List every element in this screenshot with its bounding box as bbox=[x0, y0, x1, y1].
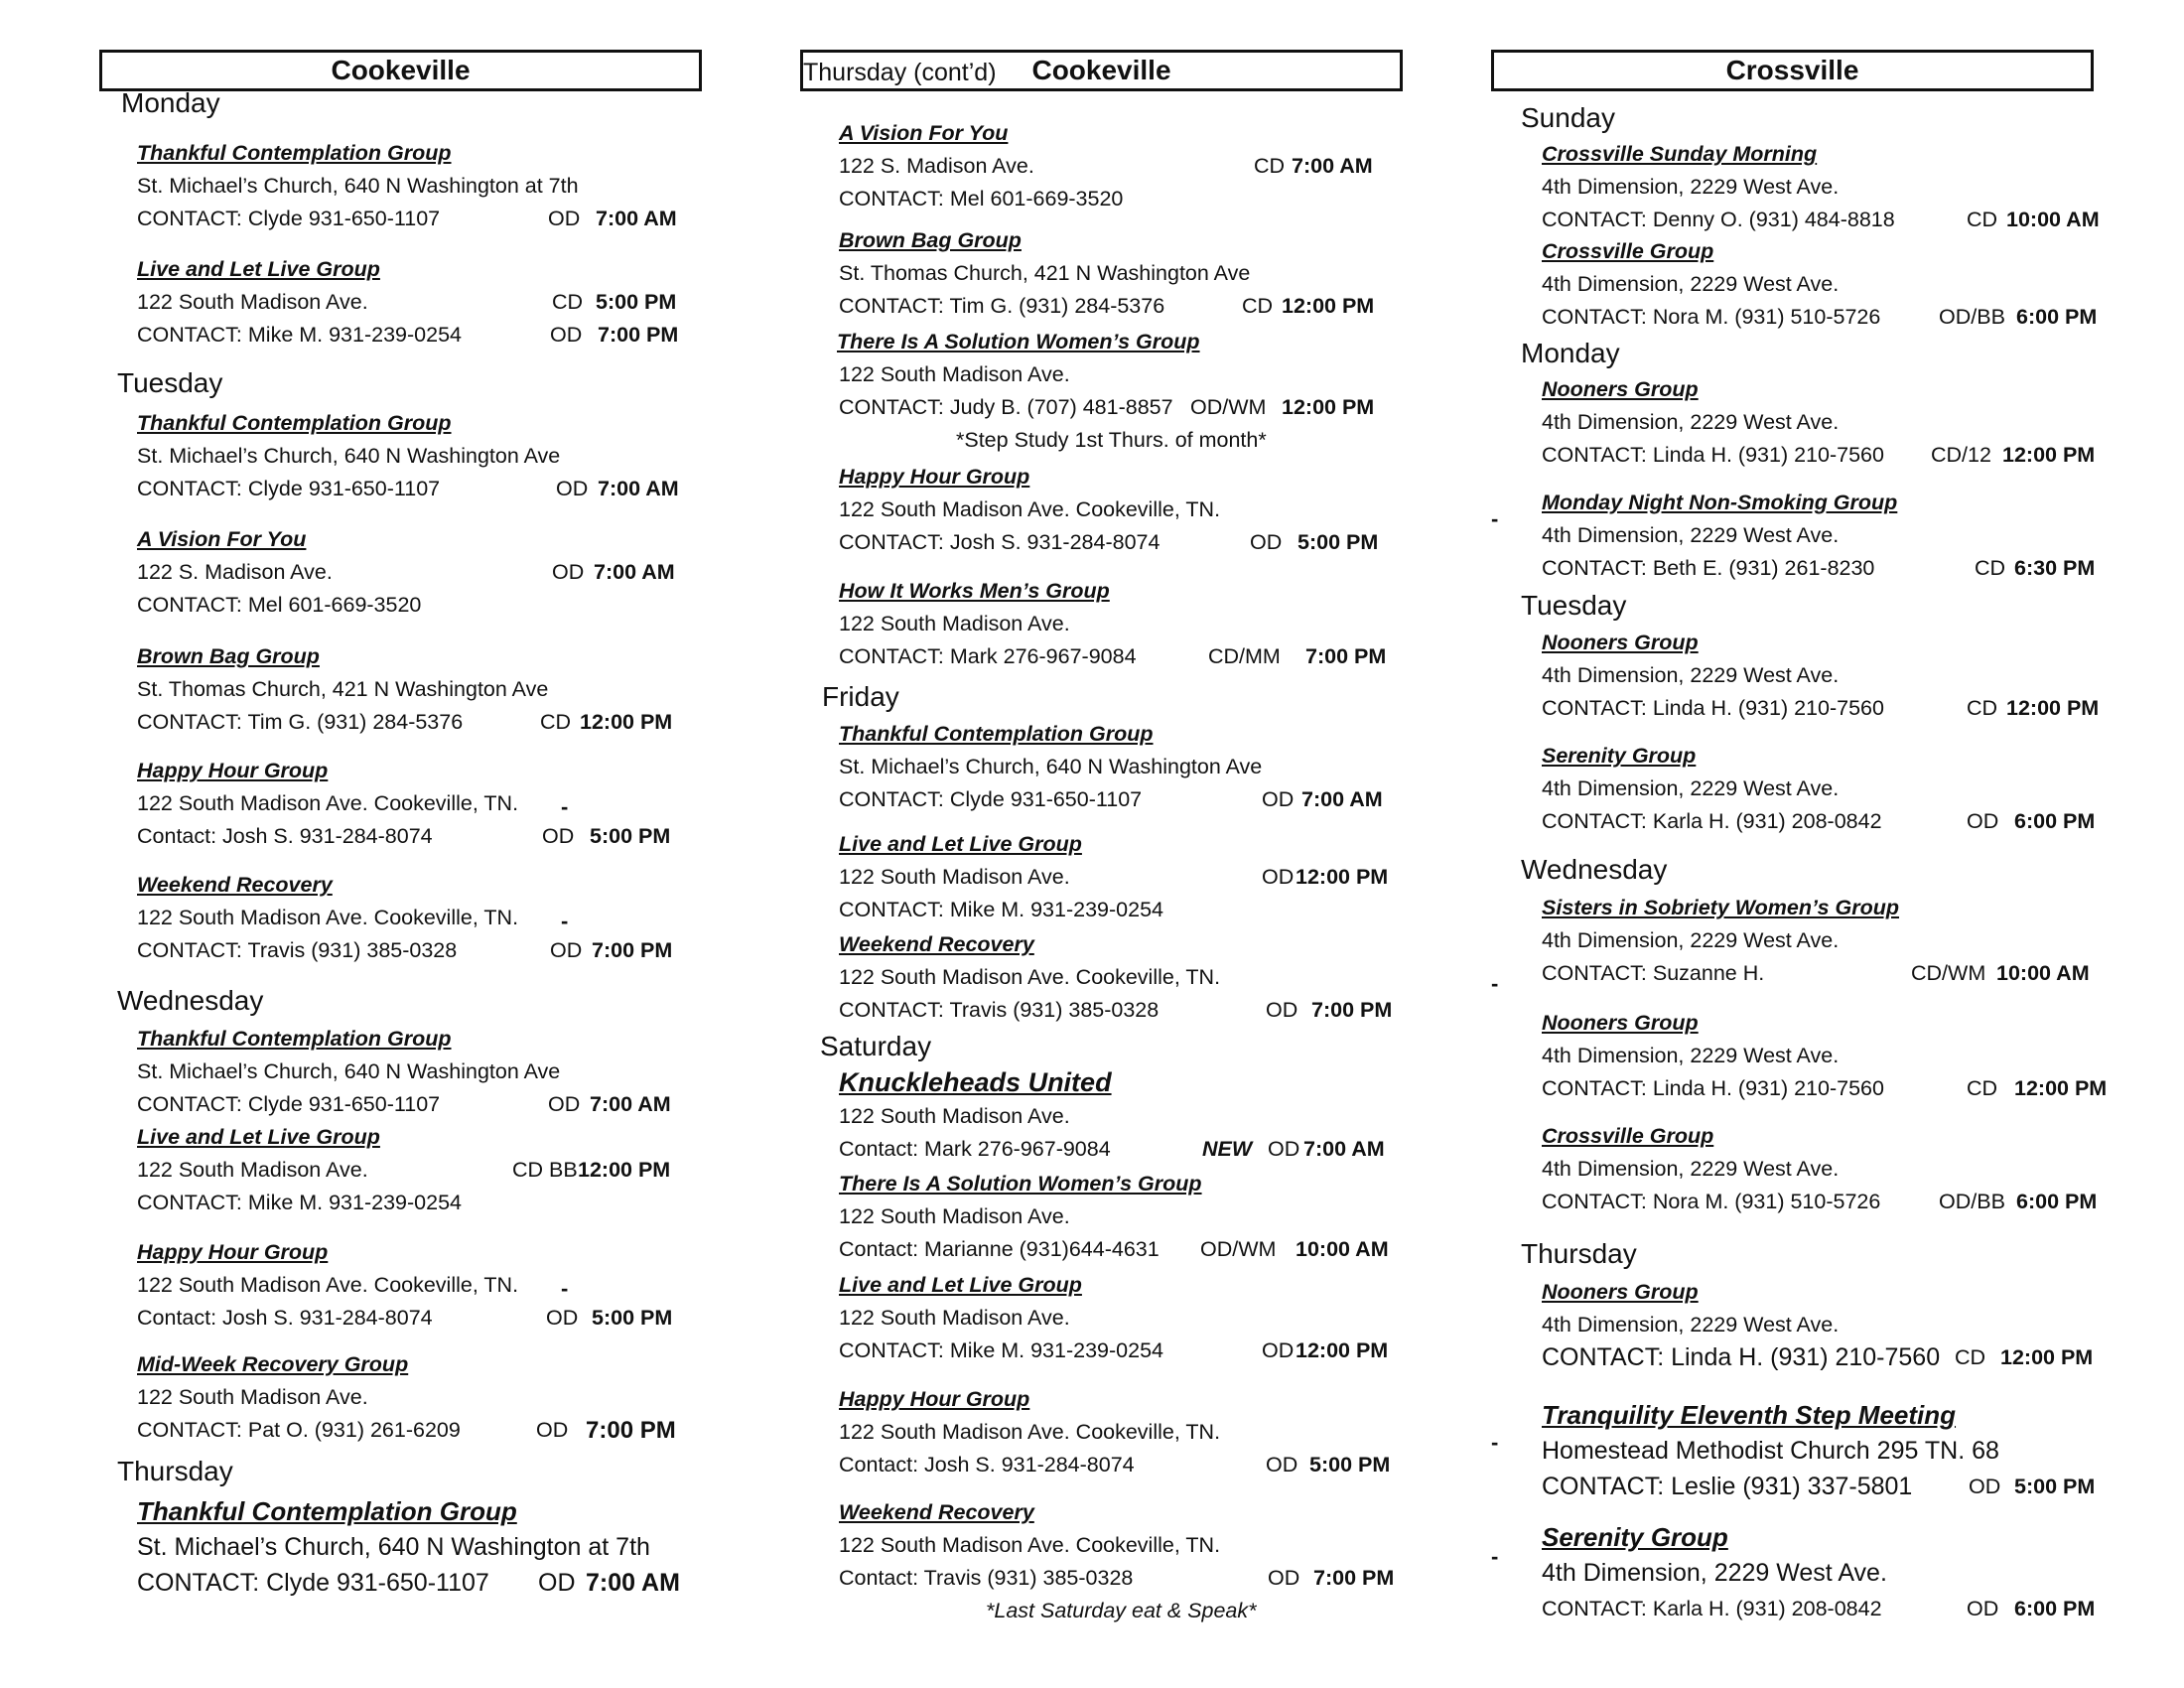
meeting-entry bbox=[1542, 627, 2108, 725]
meeting-entry bbox=[137, 523, 685, 622]
meeting-time: 5:00 PM bbox=[2014, 1475, 2096, 1498]
meeting-format: CD bbox=[540, 710, 572, 734]
meeting-contact: CONTACT: Clyde 931-650-1107 bbox=[137, 1092, 441, 1116]
meeting-format: OD bbox=[548, 1092, 581, 1116]
dash-mark: - bbox=[1491, 506, 1499, 531]
column-header-cookeville-cont bbox=[800, 50, 1403, 91]
meeting-time: 12:00 PM bbox=[1282, 294, 1375, 318]
meeting-contact: CONTACT: Linda H. (931) 210-7560 bbox=[1542, 1076, 1884, 1100]
meeting-time: 12:00 PM bbox=[1282, 395, 1375, 419]
meeting-name: Thankful Contemplation Group bbox=[137, 411, 452, 435]
meeting-entry bbox=[839, 1269, 1395, 1367]
meeting-contact: CONTACT: Clyde 931-650-1107 bbox=[137, 477, 441, 500]
meeting-format: OD bbox=[1266, 998, 1298, 1022]
meeting-entry bbox=[137, 869, 685, 967]
meeting-contact: CONTACT: Linda H. (931) 210-7560 bbox=[1542, 443, 1884, 467]
meeting-entry bbox=[1542, 138, 2108, 236]
meeting-address: St. Thomas Church, 421 N Washington Ave bbox=[839, 261, 1251, 285]
meeting-time: 7:00 AM bbox=[596, 207, 677, 230]
meeting-entry bbox=[137, 1023, 685, 1121]
meeting-name: Thankful Contemplation Group bbox=[137, 141, 452, 165]
meeting-contact: Contact: Josh S. 931-284-8074 bbox=[137, 824, 433, 848]
day-heading-wednesday: Wednesday bbox=[117, 985, 264, 1016]
meeting-contact: CONTACT: Clyde 931-650-1107 bbox=[137, 207, 441, 230]
dash-mark: - bbox=[561, 1276, 569, 1301]
meeting-time: 7:00 PM bbox=[592, 938, 673, 962]
meeting-address: St. Michael’s Church, 640 N Washington Ave bbox=[137, 1059, 561, 1083]
dash-mark: - bbox=[1491, 971, 1499, 996]
meeting-address: 4th Dimension, 2229 West Ave. bbox=[1542, 1313, 1840, 1336]
meeting-format: OD bbox=[1969, 1475, 2001, 1498]
meeting-address: 4th Dimension, 2229 West Ave. bbox=[1542, 523, 1840, 547]
meeting-format: CD bbox=[552, 290, 584, 314]
meeting-address: 4th Dimension, 2229 West Ave. bbox=[1542, 272, 1840, 296]
column-title: Crossville bbox=[1725, 55, 1859, 85]
meeting-address: St. Michael’s Church, 640 N Washington Ave bbox=[839, 755, 1263, 778]
meeting-address: 122 South Madison Ave. Cookeville, TN. bbox=[839, 497, 1221, 521]
meeting-format: OD bbox=[1262, 865, 1295, 889]
meeting-contact: CONTACT: Josh S. 931-284-8074 bbox=[839, 530, 1160, 554]
meeting-time: 6:00 PM bbox=[2016, 1190, 2098, 1213]
meeting-format: CD/MM bbox=[1208, 644, 1281, 668]
meeting-name: A Vision For You bbox=[137, 527, 307, 551]
meeting-format: CD bbox=[1242, 294, 1274, 318]
meeting-address: St. Michael’s Church, 640 N Washington at 7th bbox=[137, 1533, 650, 1561]
meeting-name: Crossville Sunday Morning bbox=[1542, 142, 1818, 166]
meeting-entry bbox=[137, 1493, 693, 1601]
meeting-name: Brown Bag Group bbox=[137, 644, 320, 668]
meeting-time: 5:00 PM bbox=[596, 290, 677, 314]
meeting-address: 122 South Madison Ave. Cookeville, TN. bbox=[839, 1533, 1221, 1557]
meeting-entry bbox=[839, 718, 1395, 816]
column-header-prefix: Thursday (cont’d) bbox=[803, 59, 997, 86]
meeting-time: 7:00 AM bbox=[594, 560, 675, 584]
meeting-format: CD bbox=[1967, 208, 1998, 231]
meeting-format: OD bbox=[546, 1306, 579, 1330]
meeting-note: *Step Study 1st Thurs. of month* bbox=[956, 428, 1267, 452]
meeting-name: Weekend Recovery bbox=[839, 932, 1034, 956]
meeting-contact: CONTACT: Mel 601-669-3520 bbox=[839, 187, 1124, 211]
meeting-time: 5:00 PM bbox=[1309, 1453, 1391, 1477]
meeting-time: 12:00 PM bbox=[578, 1158, 671, 1182]
meeting-format: CD BB bbox=[512, 1158, 578, 1182]
meeting-name: Nooners Group bbox=[1542, 631, 1699, 654]
meeting-entry bbox=[1542, 373, 2108, 472]
meeting-format: OD bbox=[538, 1569, 576, 1597]
meeting-address: 122 South Madison Ave. Cookeville, TN. bbox=[137, 1273, 519, 1297]
meeting-address: 4th Dimension, 2229 West Ave. bbox=[1542, 928, 1840, 952]
meeting-contact: Contact: Travis (931) 385-0328 bbox=[839, 1566, 1134, 1590]
meeting-format: OD bbox=[1262, 787, 1295, 811]
meeting-entry bbox=[1542, 1007, 2108, 1105]
meeting-time: 12:00 PM bbox=[1296, 865, 1389, 889]
meeting-name: Happy Hour Group bbox=[839, 465, 1030, 489]
meeting-contact: CONTACT: Denny O. (931) 484-8818 bbox=[1542, 208, 1895, 231]
meeting-name: Nooners Group bbox=[1542, 377, 1699, 401]
day-heading-tuesday: Tuesday bbox=[1521, 590, 1627, 621]
day-heading-thursday: Thursday bbox=[1521, 1238, 1637, 1269]
column-title: Cookeville bbox=[331, 55, 471, 85]
meeting-address: 122 South Madison Ave. Cookeville, TN. bbox=[137, 791, 519, 815]
meeting-entry bbox=[839, 461, 1395, 559]
meeting-contact: CONTACT: Nora M. (931) 510-5726 bbox=[1542, 305, 1881, 329]
day-heading-monday: Monday bbox=[1521, 338, 1620, 368]
meeting-address: 122 South Madison Ave. bbox=[839, 865, 1070, 889]
meeting-entry bbox=[839, 828, 1395, 926]
meeting-contact: Contact: Josh S. 931-284-8074 bbox=[839, 1453, 1135, 1477]
meeting-name: Mid-Week Recovery Group bbox=[137, 1352, 409, 1376]
meeting-format: CD/WM bbox=[1911, 961, 1986, 985]
meeting-address: 122 South Madison Ave. Cookeville, TN. bbox=[839, 1420, 1221, 1444]
day-heading-wednesday: Wednesday bbox=[1521, 854, 1668, 885]
meeting-entry bbox=[839, 224, 1395, 323]
meeting-time: 10:00 AM bbox=[2006, 208, 2100, 231]
meeting-name: Nooners Group bbox=[1542, 1280, 1699, 1304]
meeting-address: Homestead Methodist Church 295 TN. 68 bbox=[1542, 1437, 1999, 1465]
meeting-name: Live and Let Live Group bbox=[137, 1125, 380, 1149]
meeting-time: 7:00 PM bbox=[1305, 644, 1387, 668]
meeting-contact: CONTACT: Karla H. (931) 208-0842 bbox=[1542, 1597, 1882, 1620]
day-heading-sunday: Sunday bbox=[1521, 102, 1615, 133]
dash-mark: - bbox=[1491, 1430, 1499, 1455]
meeting-name: Monday Night Non-Smoking Group bbox=[1542, 491, 1898, 514]
meeting-name: Happy Hour Group bbox=[839, 1387, 1030, 1411]
meeting-name: Happy Hour Group bbox=[137, 1240, 329, 1264]
meeting-name: Happy Hour Group bbox=[137, 759, 329, 782]
meeting-format: OD bbox=[536, 1418, 569, 1442]
meeting-address: 122 South Madison Ave. bbox=[839, 362, 1070, 386]
meeting-time: 5:00 PM bbox=[1297, 530, 1379, 554]
meeting-time: 7:00 AM bbox=[1303, 1137, 1385, 1161]
meeting-name: Brown Bag Group bbox=[839, 228, 1022, 252]
meeting-name: There Is A Solution Women’s Group bbox=[837, 330, 1200, 353]
meeting-name: Weekend Recovery bbox=[839, 1500, 1034, 1524]
meeting-address: 4th Dimension, 2229 West Ave. bbox=[1542, 175, 1840, 199]
meeting-contact: CONTACT: Mike M. 931-239-0254 bbox=[137, 323, 462, 347]
meeting-name: Weekend Recovery bbox=[137, 873, 333, 897]
meeting-contact: Contact: Mark 276-967-9084 bbox=[839, 1137, 1111, 1161]
meeting-name: Serenity Group bbox=[1542, 1522, 1728, 1552]
meeting-time: 6:00 PM bbox=[2014, 809, 2096, 833]
meeting-time: 7:00 AM bbox=[586, 1569, 680, 1597]
meeting-contact: CONTACT: Leslie (931) 337-5801 bbox=[1542, 1473, 1913, 1500]
meeting-entry bbox=[839, 1383, 1395, 1481]
meeting-time: 7:00 PM bbox=[1313, 1566, 1395, 1590]
meeting-address: 122 S. Madison Ave. bbox=[839, 154, 1034, 178]
meeting-format: OD bbox=[1266, 1453, 1298, 1477]
meeting-time: 10:00 AM bbox=[1296, 1237, 1389, 1261]
meeting-address: 122 South Madison Ave. bbox=[839, 1306, 1070, 1330]
meeting-time: 6:00 PM bbox=[2014, 1597, 2096, 1620]
meeting-entry bbox=[137, 253, 685, 352]
meeting-name: Tranquility Eleventh Step Meeting bbox=[1542, 1400, 1957, 1430]
meeting-entry bbox=[1542, 892, 2108, 990]
meeting-contact: CONTACT: Tim G. (931) 284-5376 bbox=[137, 710, 464, 734]
meeting-name: Nooners Group bbox=[1542, 1011, 1699, 1035]
meeting-address: 4th Dimension, 2229 West Ave. bbox=[1542, 1157, 1840, 1181]
meeting-contact: CONTACT: Mike M. 931-239-0254 bbox=[839, 1338, 1163, 1362]
meeting-contact: Contact: Marianne (931)644-4631 bbox=[839, 1237, 1160, 1261]
meeting-contact: CONTACT: Judy B. (707) 481-8857 bbox=[839, 395, 1173, 419]
meeting-time: 7:00 AM bbox=[1301, 787, 1383, 811]
meeting-format: OD bbox=[548, 207, 581, 230]
meeting-time: 12:00 PM bbox=[2014, 1076, 2108, 1100]
meeting-address: 122 South Madison Ave. bbox=[839, 1204, 1070, 1228]
meeting-format: OD bbox=[556, 477, 589, 500]
meeting-name: Live and Let Live Group bbox=[839, 832, 1082, 856]
day-heading-tuesday: Tuesday bbox=[117, 367, 223, 398]
meeting-format: OD bbox=[550, 323, 583, 347]
meeting-format: OD bbox=[550, 938, 583, 962]
meeting-entry bbox=[137, 640, 685, 739]
meeting-contact: Contact: Josh S. 931-284-8074 bbox=[137, 1306, 433, 1330]
meeting-entry bbox=[837, 326, 1395, 457]
meeting-entry bbox=[839, 117, 1395, 215]
meeting-contact: CONTACT: Mel 601-669-3520 bbox=[137, 593, 422, 617]
meeting-address: 122 South Madison Ave. bbox=[137, 290, 368, 314]
meeting-address: 122 South Madison Ave. Cookeville, TN. bbox=[137, 906, 519, 929]
meeting-entry bbox=[1542, 1120, 2108, 1218]
meeting-entry bbox=[1542, 487, 2108, 585]
meeting-name: How It Works Men’s Group bbox=[839, 579, 1110, 603]
meeting-format: OD bbox=[1967, 1597, 1999, 1620]
column-header-cookeville bbox=[99, 50, 702, 91]
new-badge: NEW bbox=[1202, 1137, 1253, 1161]
dash-mark: - bbox=[561, 794, 569, 819]
meeting-time: 5:00 PM bbox=[590, 824, 671, 848]
meeting-name: Crossville Group bbox=[1542, 1124, 1714, 1148]
meeting-entry bbox=[839, 1496, 1395, 1627]
meeting-format: OD bbox=[1262, 1338, 1295, 1362]
meeting-contact: CONTACT: Suzanne H. bbox=[1542, 961, 1765, 985]
meeting-time: 12:00 PM bbox=[1296, 1338, 1389, 1362]
meeting-contact: CONTACT: Beth E. (931) 261-8230 bbox=[1542, 556, 1875, 580]
meeting-address: 4th Dimension, 2229 West Ave. bbox=[1542, 410, 1840, 434]
meeting-time: 7:00 PM bbox=[586, 1417, 676, 1444]
meeting-contact: CONTACT: Tim G. (931) 284-5376 bbox=[839, 294, 1165, 318]
meeting-name: Serenity Group bbox=[1542, 744, 1697, 768]
meeting-time: 12:00 PM bbox=[580, 710, 673, 734]
meeting-format: OD bbox=[542, 824, 575, 848]
meeting-name: Thankful Contemplation Group bbox=[839, 722, 1154, 746]
meeting-time: 7:00 AM bbox=[1292, 154, 1373, 178]
meeting-format: OD/BB bbox=[1939, 1190, 2005, 1213]
day-heading-monday: Monday bbox=[121, 87, 220, 118]
meeting-format: OD bbox=[1268, 1566, 1300, 1590]
meeting-address: 122 South Madison Ave. bbox=[137, 1385, 368, 1409]
column-header-crossville bbox=[1491, 50, 2094, 91]
meeting-address: 122 South Madison Ave. bbox=[137, 1158, 368, 1182]
meeting-address: 122 South Madison Ave. Cookeville, TN. bbox=[839, 965, 1221, 989]
meeting-address: St. Michael’s Church, 640 N Washington Ave bbox=[137, 444, 561, 468]
meeting-time: 7:00 AM bbox=[598, 477, 679, 500]
meeting-contact: CONTACT: Karla H. (931) 208-0842 bbox=[1542, 809, 1882, 833]
meeting-time: 12:00 PM bbox=[2000, 1345, 2094, 1369]
meeting-name: Sisters in Sobriety Women’s Group bbox=[1542, 896, 1900, 919]
meeting-contact: CONTACT: Linda H. (931) 210-7560 bbox=[1542, 1343, 1941, 1371]
meeting-name: Live and Let Live Group bbox=[839, 1273, 1082, 1297]
dash-mark: - bbox=[561, 909, 569, 933]
meeting-address: 122 S. Madison Ave. bbox=[137, 560, 333, 584]
meeting-contact: CONTACT: Mike M. 931-239-0254 bbox=[839, 898, 1163, 921]
meeting-name: Crossville Group bbox=[1542, 239, 1714, 263]
day-heading-thursday: Thursday bbox=[117, 1456, 233, 1486]
meeting-contact: CONTACT: Clyde 931-650-1107 bbox=[137, 1569, 489, 1597]
meeting-time: 6:30 PM bbox=[2014, 556, 2096, 580]
meeting-entry bbox=[839, 928, 1395, 1027]
meeting-address: 4th Dimension, 2229 West Ave. bbox=[1542, 1559, 1887, 1587]
meeting-contact: CONTACT: Mike M. 931-239-0254 bbox=[137, 1191, 462, 1214]
meeting-name: Live and Let Live Group bbox=[137, 257, 380, 281]
meeting-entry bbox=[137, 137, 685, 235]
meeting-name: A Vision For You bbox=[839, 121, 1009, 145]
meeting-format: OD bbox=[1250, 530, 1283, 554]
meeting-format: CD bbox=[1254, 154, 1286, 178]
meeting-format: OD/WM bbox=[1200, 1237, 1277, 1261]
meeting-name: Knuckleheads United bbox=[839, 1067, 1112, 1097]
meeting-time: 6:00 PM bbox=[2016, 305, 2098, 329]
meeting-address: 4th Dimension, 2229 West Ave. bbox=[1542, 663, 1840, 687]
column-title: Cookeville bbox=[1031, 55, 1171, 85]
meeting-entry bbox=[137, 755, 685, 853]
meeting-entry bbox=[1542, 1519, 2108, 1626]
meeting-format: CD bbox=[1967, 696, 1998, 720]
meeting-time: 7:00 PM bbox=[1311, 998, 1393, 1022]
day-heading-friday: Friday bbox=[822, 681, 899, 712]
meeting-entry bbox=[1542, 1397, 2108, 1504]
meeting-entry bbox=[839, 1168, 1395, 1266]
meeting-format: CD bbox=[1967, 1076, 1998, 1100]
meeting-contact: CONTACT: Clyde 931-650-1107 bbox=[839, 787, 1143, 811]
meeting-entry bbox=[137, 1236, 685, 1335]
meeting-address: 4th Dimension, 2229 West Ave. bbox=[1542, 776, 1840, 800]
meeting-entry bbox=[839, 575, 1395, 673]
meeting-contact: CONTACT: Nora M. (931) 510-5726 bbox=[1542, 1190, 1881, 1213]
meeting-time: 12:00 PM bbox=[2002, 443, 2096, 467]
meeting-entry bbox=[137, 1348, 685, 1447]
meeting-entry bbox=[1542, 235, 2108, 334]
meeting-address: St. Thomas Church, 421 N Washington Ave bbox=[137, 677, 549, 701]
meeting-time: 5:00 PM bbox=[592, 1306, 673, 1330]
meeting-format: OD bbox=[1967, 809, 1999, 833]
meeting-entry bbox=[839, 1064, 1395, 1166]
meeting-contact: CONTACT: Mark 276-967-9084 bbox=[839, 644, 1137, 668]
meeting-contact: CONTACT: Travis (931) 385-0328 bbox=[839, 998, 1160, 1022]
meeting-address: 122 South Madison Ave. bbox=[839, 612, 1070, 635]
meeting-time: 10:00 AM bbox=[1996, 961, 2090, 985]
meeting-contact: CONTACT: Pat O. (931) 261-6209 bbox=[137, 1418, 461, 1442]
meeting-contact: CONTACT: Linda H. (931) 210-7560 bbox=[1542, 696, 1884, 720]
meeting-name: There Is A Solution Women’s Group bbox=[839, 1172, 1202, 1196]
meeting-entry bbox=[1542, 740, 2108, 838]
meeting-format: OD/BB bbox=[1939, 305, 2005, 329]
meeting-note: *Last Saturday eat & Speak* bbox=[986, 1599, 1257, 1622]
meeting-address: 4th Dimension, 2229 West Ave. bbox=[1542, 1044, 1840, 1067]
meeting-time: 7:00 PM bbox=[598, 323, 679, 347]
dash-mark: - bbox=[1491, 1544, 1499, 1569]
meeting-time: 7:00 AM bbox=[590, 1092, 671, 1116]
meeting-time: 12:00 PM bbox=[2006, 696, 2100, 720]
meeting-format: CD/12 bbox=[1931, 443, 1991, 467]
meeting-name: Thankful Contemplation Group bbox=[137, 1496, 517, 1526]
meeting-entry bbox=[137, 407, 685, 505]
meeting-entry bbox=[137, 1121, 685, 1219]
meeting-entry bbox=[1542, 1276, 2108, 1374]
meeting-format: OD/WM bbox=[1190, 395, 1267, 419]
meeting-format: CD bbox=[1955, 1345, 1986, 1369]
meeting-contact: CONTACT: Travis (931) 385-0328 bbox=[137, 938, 458, 962]
meeting-format: OD bbox=[1268, 1137, 1300, 1161]
meeting-address: 122 South Madison Ave. bbox=[839, 1104, 1070, 1128]
meeting-name: Thankful Contemplation Group bbox=[137, 1027, 452, 1051]
meeting-format: OD bbox=[552, 560, 585, 584]
meeting-format: CD bbox=[1975, 556, 2006, 580]
day-heading-saturday: Saturday bbox=[820, 1031, 932, 1061]
meeting-address: St. Michael’s Church, 640 N Washington at 7th bbox=[137, 174, 579, 198]
